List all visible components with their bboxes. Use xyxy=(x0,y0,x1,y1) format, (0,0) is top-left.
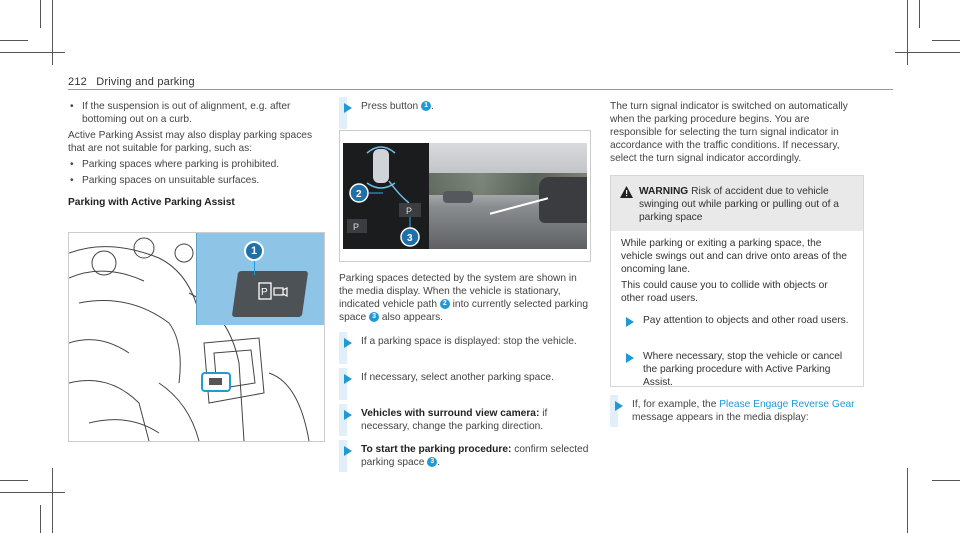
paragraph xyxy=(339,272,589,324)
step-text: Pay attention to objects and other road users. xyxy=(643,315,849,326)
warning-box xyxy=(610,175,864,387)
step-text: Where necessary, stop the vehicle or cancel the parking procedure with Active Parking Assist. xyxy=(643,351,843,388)
warning-title: Risk of accident due to vehicle swinging out while parking or pulling out of a parking space xyxy=(639,186,839,223)
step-bar xyxy=(339,97,347,129)
step-arrow-icon xyxy=(626,317,634,327)
paragraph: The turn signal indicator is switched on automatically when the parking procedure begins. You are responsible for selecting the turn signal indicator in accordance with the traffic conditions. If necessary, select the turn signal indicator accordingly. xyxy=(610,101,848,164)
parked-car xyxy=(539,177,587,223)
subheading: Parking with Active Parking Assist xyxy=(68,197,235,208)
step-select-space xyxy=(339,371,589,397)
list-item: • If the suspension is out of alignment, e.g. after bottoming out on a curb. xyxy=(68,100,323,126)
warning-icon xyxy=(620,186,633,198)
marker-3: 3 xyxy=(369,312,379,322)
step-reverse-gear xyxy=(610,398,862,424)
step-bar xyxy=(339,332,347,364)
callout-2: 2 xyxy=(356,189,362,200)
page-number: 212 xyxy=(68,76,87,88)
list-item: • Parking spaces where parking is prohibited. xyxy=(68,158,323,171)
marker-3: 3 xyxy=(427,457,437,467)
step-stop-vehicle xyxy=(339,335,589,361)
marker-2: 2 xyxy=(440,299,450,309)
warning-body xyxy=(611,231,863,405)
zoom-panel xyxy=(196,233,325,325)
step-text: If necessary, select another parking space. xyxy=(361,372,554,383)
step-arrow-icon xyxy=(344,103,352,113)
step-label: To start the parking procedure: xyxy=(361,444,512,455)
step-bar xyxy=(339,404,347,436)
crop-mark xyxy=(0,52,65,53)
step-press-button xyxy=(339,100,589,126)
warning-step xyxy=(621,350,853,389)
warning-header xyxy=(611,176,863,231)
crop-mark xyxy=(0,480,28,481)
header-divider xyxy=(68,89,893,90)
parked-car xyxy=(443,191,473,203)
crop-mark xyxy=(919,0,920,28)
step-text: confirm selected parking space xyxy=(361,444,589,468)
step-arrow-icon xyxy=(626,353,634,363)
warning-step xyxy=(621,314,853,340)
marker-1: 1 xyxy=(421,101,431,111)
svg-text:P: P xyxy=(261,287,268,298)
camera-view xyxy=(429,143,587,249)
column-3 xyxy=(610,100,862,168)
callout-1: 1 xyxy=(244,241,264,261)
step-text-end: . xyxy=(431,101,434,112)
column-2-lower xyxy=(339,272,589,479)
step-bar xyxy=(339,440,347,472)
crop-mark xyxy=(0,492,65,493)
crop-mark xyxy=(52,468,53,533)
warning-label: WARNING xyxy=(639,186,689,197)
text: Parking spaces detected by the system are shown in the media display. When the vehicle is stationary, indicated vehicle path xyxy=(339,273,577,310)
text: into currently selected parking space xyxy=(339,299,588,323)
step-bar xyxy=(339,368,347,400)
crop-mark xyxy=(907,468,908,533)
step-arrow-icon xyxy=(344,446,352,456)
step-text: if necessary, change the parking direction. xyxy=(361,408,548,432)
step-label: Vehicles with surround view camera: xyxy=(361,408,540,419)
crop-mark xyxy=(40,0,41,28)
paragraph: While parking or exiting a parking space, the vehicle swings out and can drive onto areas of the oncoming lane. xyxy=(621,238,847,275)
screen-p1: P xyxy=(353,222,360,232)
crop-mark xyxy=(40,505,41,533)
step-arrow-icon xyxy=(615,401,623,411)
paragraph: Active Parking Assist may also display parking spaces that are not suitable for parking, such as: xyxy=(68,130,313,154)
crop-mark xyxy=(932,40,960,41)
column-3-lower xyxy=(610,398,862,434)
crop-mark xyxy=(932,480,960,481)
crop-mark xyxy=(907,0,908,65)
screen-p2: P xyxy=(406,206,413,216)
step-arrow-icon xyxy=(344,374,352,384)
media-message: Please Engage Reverse Gear xyxy=(719,399,855,410)
step-text: If, for example, the xyxy=(632,399,720,410)
step-arrow-icon xyxy=(344,410,352,420)
step-bar xyxy=(610,395,618,427)
step-parking-direction xyxy=(339,407,589,433)
page-header xyxy=(68,76,195,88)
list-item: • Parking spaces on unsuitable surfaces. xyxy=(68,174,323,187)
step-text: Press button xyxy=(361,101,422,112)
section-title: Driving and parking xyxy=(96,76,195,88)
media-display-figure xyxy=(339,130,591,262)
step-arrow-icon xyxy=(344,338,352,348)
step-text: If a parking space is displayed: stop the vehicle. xyxy=(361,336,577,347)
column-1 xyxy=(68,100,323,209)
step-text: message appears in the media display: xyxy=(632,412,809,423)
console-illustration xyxy=(68,232,325,442)
step-start-parking xyxy=(339,443,589,469)
crop-mark xyxy=(52,0,53,65)
callout-leader xyxy=(254,261,255,275)
crop-mark xyxy=(895,52,960,53)
text: also appears. xyxy=(379,312,444,323)
paragraph: This could cause you to collide with objects or other road users. xyxy=(621,280,828,304)
media-display-screen xyxy=(343,143,587,249)
callout-3: 3 xyxy=(407,233,413,244)
crop-mark xyxy=(0,40,28,41)
top-view-graphic xyxy=(343,143,433,249)
step-text-end: . xyxy=(437,457,441,468)
